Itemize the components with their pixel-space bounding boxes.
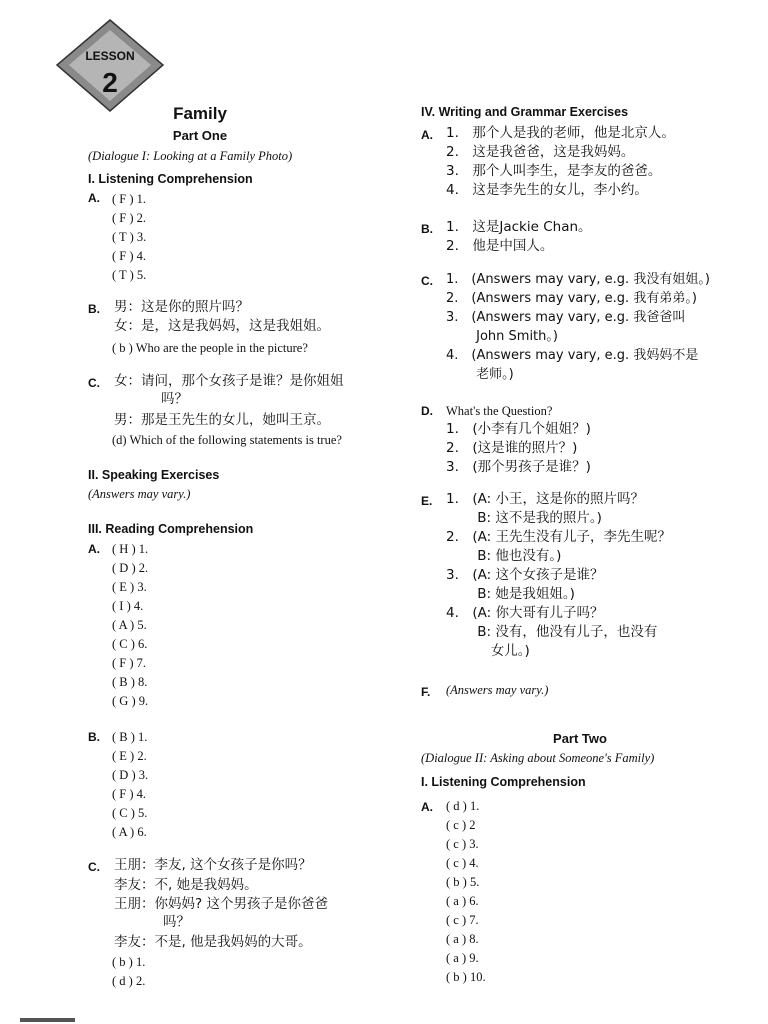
list-item: ( H ) 1. xyxy=(112,542,149,556)
list-item: ( B ) 1. xyxy=(112,730,148,744)
list-item: 3. (那个男孩子是谁？) xyxy=(446,459,591,475)
list-item: B: 这不是我的照片。) xyxy=(446,510,602,526)
list-item: ( E ) 2. xyxy=(112,749,147,763)
reading-heading: III. Reading Comprehension xyxy=(88,522,254,536)
s1b-answer: ( b ) Who are the people in the picture? xyxy=(112,341,308,355)
r-d-label: D. xyxy=(421,404,433,418)
p2a-list xyxy=(446,797,486,987)
list-item: B: 她是我姐姐。) xyxy=(446,586,575,602)
list-item: 4. (A: 你大哥有儿子吗？ xyxy=(446,605,604,621)
dialogue-line: 男：那是王先生的女儿，她叫王京。 xyxy=(114,412,330,428)
list-item: ( F ) 4. xyxy=(112,249,147,263)
r-c-list xyxy=(446,270,710,384)
s3a-list xyxy=(112,540,148,711)
list-item: ( F ) 2. xyxy=(112,211,147,225)
list-item: ( b ) 10. xyxy=(446,970,486,984)
dialogue-line: 李友：不, 她是我妈妈。 xyxy=(114,877,258,893)
list-item: ( a ) 6. xyxy=(446,894,479,908)
part-two-heading: Part Two xyxy=(553,731,607,746)
list-item: ( c ) 7. xyxy=(446,913,479,927)
list-item: ( T ) 5. xyxy=(112,268,147,282)
dialogue-line: 男：这是你的照片吗？ xyxy=(114,299,249,315)
list-item: 2. (Answers may vary, e.g. 我有弟弟。) xyxy=(446,291,697,306)
writing-grammar-heading: IV. Writing and Grammar Exercises xyxy=(421,105,629,119)
s1a-list xyxy=(112,190,146,285)
lesson-title: Family xyxy=(173,104,227,123)
s3c-answers xyxy=(112,953,145,991)
list-item: ( D ) 2. xyxy=(112,561,149,575)
list-item: 2. (这是谁的照片？) xyxy=(446,440,578,456)
list-item: ( c ) 2 xyxy=(446,818,476,832)
dialogue-line: 吗？ xyxy=(161,391,188,407)
list-item: 1. (小李有几个姐姐？) xyxy=(446,421,591,437)
r-b-list xyxy=(446,218,592,256)
list-item: 3. 那个人叫李生，是李友的爸爸。 xyxy=(446,163,662,179)
list-item: ( T ) 3. xyxy=(112,230,147,244)
part-one-heading: Part One xyxy=(172,128,228,143)
list-item: ( a ) 9. xyxy=(446,951,479,965)
list-item: ( b ) 1. xyxy=(112,955,146,969)
r-f-label: F. xyxy=(421,685,431,699)
r-d-title: What's the Question? xyxy=(446,404,553,418)
list-item: ( B ) 8. xyxy=(112,675,148,689)
dialogue-one-caption: (Dialogue I: Looking at a Family Photo) xyxy=(88,149,293,163)
list-item: 4. 这是李先生的女儿，李小约。 xyxy=(446,182,648,198)
list-item: ( c ) 4. xyxy=(446,856,479,870)
badge-number: 2 xyxy=(102,67,118,98)
listening-heading: I. Listening Comprehension xyxy=(88,172,253,186)
list-item: 1. 那个人是我的老师，他是北京人。 xyxy=(446,125,675,141)
list-item: ( a ) 8. xyxy=(446,932,479,946)
list-item: ( d ) 1. xyxy=(446,799,480,813)
list-item: 1. (A: 小王，这是你的照片吗？ xyxy=(446,491,644,507)
list-item: 3. (Answers may vary, e.g. 我爸爸叫 xyxy=(446,310,686,325)
r-a-list xyxy=(446,124,675,200)
badge-word: LESSON xyxy=(85,49,135,63)
s1c-label: C. xyxy=(88,376,100,390)
dialogue-line: 王朋：李友, 这个女孩子是你吗？ xyxy=(114,857,312,873)
r-c-label: C. xyxy=(421,274,433,288)
list-item: ( A ) 5. xyxy=(112,618,147,632)
s1b-dialogue xyxy=(114,298,330,336)
dialogue-line: 王朋：你妈妈? 这个男孩子是你爸爸 xyxy=(114,896,328,912)
list-item: ( d ) 2. xyxy=(112,974,146,988)
s3b-label: B. xyxy=(88,730,100,744)
r-b-label: B. xyxy=(421,222,433,236)
list-item: 2. 他是中国人。 xyxy=(446,238,554,254)
r-d-list xyxy=(446,420,591,477)
list-item: 1. (Answers may vary, e.g. 我没有姐姐。) xyxy=(446,272,710,287)
lesson-badge xyxy=(55,18,165,113)
list-item: ( D ) 3. xyxy=(112,768,149,782)
list-item: 2. 这是我爸爸，这是我妈妈。 xyxy=(446,144,635,160)
dialogue-line: 女：是，这是我妈妈，这是我姐姐。 xyxy=(114,318,330,334)
dialogue-two-caption: (Dialogue II: Asking about Someone's Family) xyxy=(421,751,655,765)
s3c-label: C. xyxy=(88,860,100,874)
dialogue-line: 吗？ xyxy=(163,914,190,930)
list-item: B: 没有，他没有儿子，也没有 xyxy=(446,624,658,640)
speaking-note: (Answers may vary.) xyxy=(88,487,191,501)
list-item: 2. (A: 王先生没有儿子，李先生呢？ xyxy=(446,529,671,545)
list-item: ( F ) 7. xyxy=(112,656,147,670)
scan-edge-mark xyxy=(20,1018,75,1022)
s1b-label: B. xyxy=(88,302,100,316)
list-item: ( G ) 9. xyxy=(112,694,149,708)
list-item: ( E ) 3. xyxy=(112,580,147,594)
list-item: ( I ) 4. xyxy=(112,599,144,613)
list-item: ( C ) 6. xyxy=(112,637,148,651)
list-item: 女儿。) xyxy=(446,643,530,659)
list-item: ( C ) 5. xyxy=(112,806,148,820)
list-item: ( b ) 5. xyxy=(446,875,480,889)
list-item: ( A ) 6. xyxy=(112,825,147,839)
list-item: 3. (A: 这个女孩子是谁？ xyxy=(446,567,604,583)
list-item: ( F ) 1. xyxy=(112,192,147,206)
r-e-label: E. xyxy=(421,494,433,508)
list-item: John Smith。) xyxy=(446,329,558,344)
p2a-label: A. xyxy=(421,800,433,814)
list-item: ( c ) 3. xyxy=(446,837,479,851)
s1a-label: A. xyxy=(88,191,100,205)
speaking-heading: II. Speaking Exercises xyxy=(88,468,220,482)
s3b-list xyxy=(112,728,148,842)
dialogue-line: 女：请问，那个女孩子是谁？是你姐姐 xyxy=(114,373,344,389)
dialogue-line: 李友：不是, 他是我妈妈的大哥。 xyxy=(114,934,312,950)
r-a-label: A. xyxy=(421,128,433,142)
r-f-note: (Answers may vary.) xyxy=(446,683,549,697)
list-item: ( F ) 4. xyxy=(112,787,147,801)
r-e-list xyxy=(446,490,671,661)
list-item: 1. 这是Jackie Chan。 xyxy=(446,219,592,235)
list-item: 老师。) xyxy=(446,367,514,382)
s1c-answer: (d) Which of the following statements is true? xyxy=(112,433,342,447)
list-item: B: 他也没有。) xyxy=(446,548,562,564)
list-item: 4. (Answers may vary, e.g. 我妈妈不是 xyxy=(446,348,699,363)
p2-listening-heading: I. Listening Comprehension xyxy=(421,775,586,789)
s3a-label: A. xyxy=(88,542,100,556)
